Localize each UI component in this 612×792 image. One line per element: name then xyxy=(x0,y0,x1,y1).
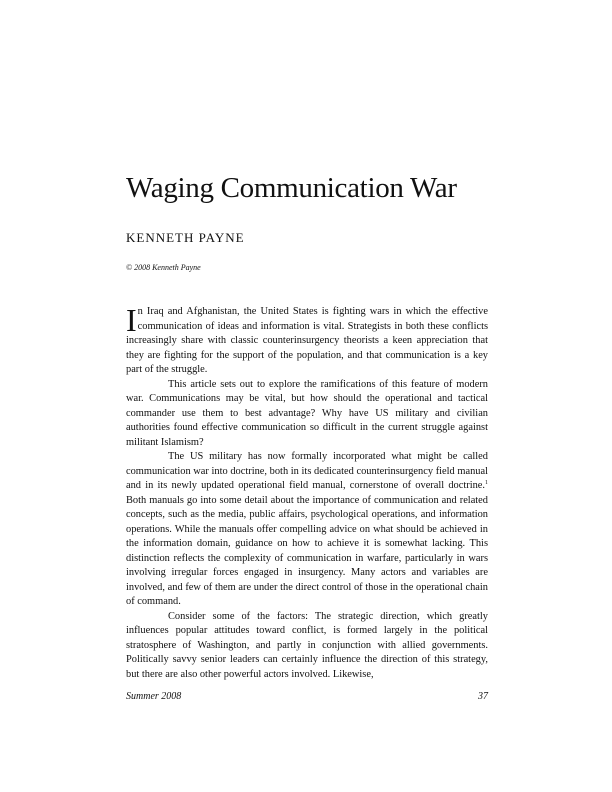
paragraph-3 xyxy=(126,450,488,610)
article-body xyxy=(126,302,488,682)
issue-footer: Summer 2008 xyxy=(126,691,182,702)
paragraph-1 xyxy=(126,302,488,378)
footnote-marker[interactable]: 1 xyxy=(485,480,488,486)
page-number: 37 xyxy=(478,691,488,702)
paragraph-1-text: n Iraq and Afghanistan, the United States is fighting wars in which the effective communication of ideas and information is vital. Strategists in both these conflicts increasingly share with classic counterinsurgency theorists a keen appreciation that they are fighting for the support of the population, and that communication is a key part of the struggle. xyxy=(126,306,488,375)
paragraph-4: Consider some of the factors: The strategic direction, which greatly influences popular attitudes toward conflict, is formed largely in the political stratosphere of Washington, and partly in conjunction with allied governments. Politically savvy senior leaders can certainly influence the direction of this strategy, but there are also other powerful actors involved. Likewise, xyxy=(126,610,488,680)
author-name: KENNETH PAYNE xyxy=(126,230,245,245)
paragraph-3-text-a: The US military has now formally incorporated what might be called communication war into doctrine, both in its dedicated counterinsurgency field manual and in its newly updated operational field manual, cornerstone of overall doctrine. xyxy=(126,451,488,491)
paragraph-3-text-b: Both manuals go into some detail about the importance of communication and related concepts, such as the media, public affairs, psychological operations, and information operations. While the manuals offer compelling advice on what should be achieved in the information domain, guidance on how to achieve it is somewhat lacking. This distinction reflects the complexity of communication in warfare, particularly in wars involving irregular forces engaged in insurgency. Many actors and variables are involved, and few of them are under the direct control of those in the operational chain of command. xyxy=(126,494,488,607)
article-title: Waging Communication War xyxy=(126,172,457,204)
drop-cap: I xyxy=(126,302,137,338)
copyright-notice: © 2008 Kenneth Payne xyxy=(126,263,201,272)
paragraph-2: This article sets out to explore the ramifications of this feature of modern war. Communications may be vital, but how should the operational and tactical commander use them to best advantage? Why have US military and civilian authorities found effective communication so difficult in the current struggle against militant Islamism? xyxy=(126,378,488,448)
